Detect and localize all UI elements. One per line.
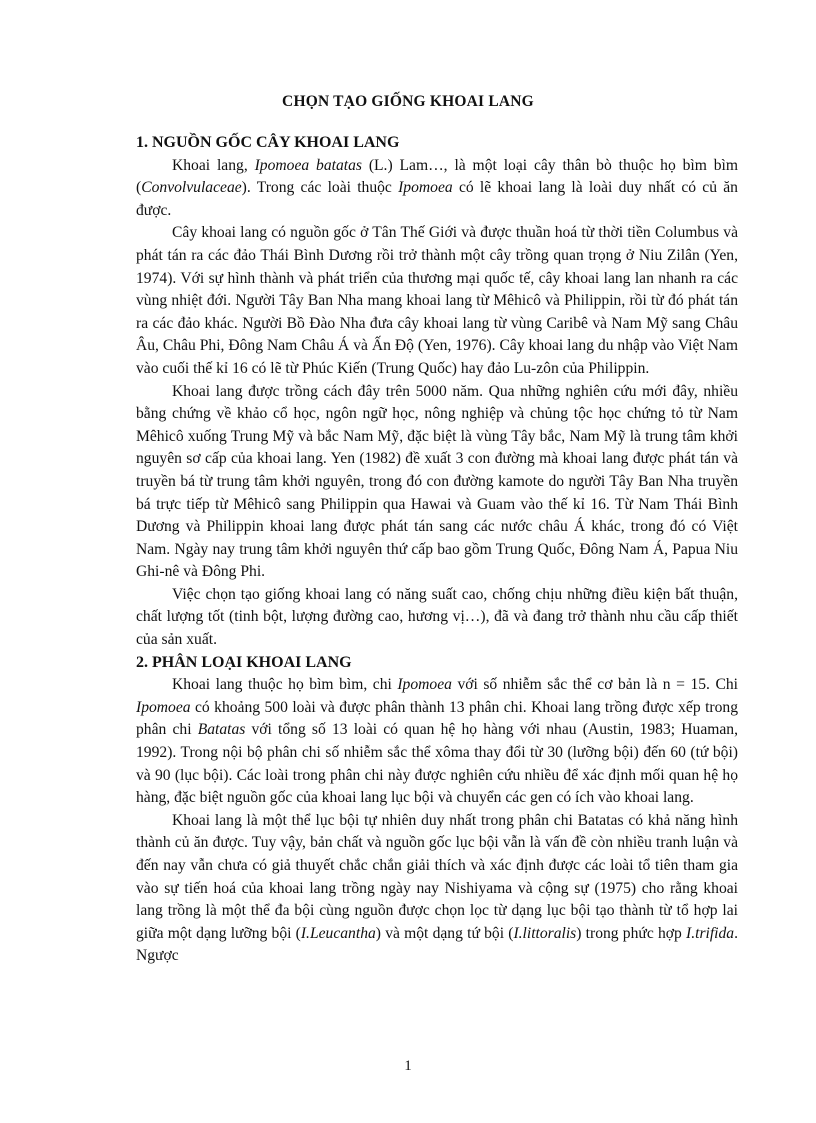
page-number: 1 [404,1058,412,1074]
text-run: ). Trong các loài thuộc [241,179,399,197]
text-run: Khoai lang được trồng cách đây trên 5000 năm. Qua những nghiên cứu mới đây, nhiều bằng chứng về khảo cổ học, ngôn ngữ học, nông nghiệp và chủng tộc học chứng tỏ từ Nam Mêhicô xuống Trung Mỹ và bắc Nam Mỹ, đặc biệt là vùng Tây bắc, Nam Mỹ là trung tâm khởi nguyên sơ cấp của khoai lang. Yen (1982) đề xuất 3 con đường mà khoai lang được phát tán và truyền bá từ trung tâm khởi nguyên, trong đó con đường kamote do người Tây Ban Nha truyền bá trực tiếp từ Mêhicô sang Philippin qua Hawai và Guam vào thế kỉ 16. Từ Nam Thái Bình Dương và Philippin khoai lang được phát tán sang các nước châu Á khác, trong đó có Việt Nam. Ngày nay trung tâm khởi nguyên thứ cấp bao gồm Trung Quốc, Đông Nam Á, Papua Niu Ghi-nê và Đông Phi. [136,382,738,581]
italic-term: Ipomoea [136,698,191,716]
text-run: với tổng số 13 loài có quan hệ họ hàng với nhau (Austin, 1983; Huaman, 1992). Trong nội bộ phân chi số nhiễm sắc thể xôma thay đổi từ 30 (lưỡng bội) đến 60 (tứ bội) và 90 (lục bội). Các loài trong phân chi này được nghiên cứu nhiều để xác định mối quan hệ họ hàng, đặc biệt nguồn gốc của khoai lang lục bội và chuyển các gen có ích vào khoai lang. [136,721,738,807]
italic-term: Batatas [197,721,246,739]
text-run: ) và một dạng tứ bội ( [375,924,514,942]
text-run: có lẽ khoai lang là loài duy nhất có củ ăn được. [136,179,738,219]
italic-term: I.Leucantha [300,924,376,942]
section-heading: 2. PHÂN LOẠI KHOAI LANG [136,653,352,671]
document-body [136,132,738,968]
text-run: (L.) Lam…, là một loại cây thân bò thuộc họ bìm bìm ( [136,156,738,197]
text-run: Khoai lang là một thể lục bội tự nhiên duy nhất trong phân chi Batatas có khả năng hình thành củ ăn được. Tuy vậy, bản chất và nguồn gốc lục bội vẫn là vấn đề còn nhiều tranh luận và đến nay vẫn chưa có giả thuyết chắc chắn giải thích và xác định được các loài tổ tiên tham gia vào sự tiến hoá của khoai lang trồng ngày nay Nishiyama và cộng sự (1975) cho rằng khoai lang trồng là một thể đa bội cùng nguồn được chọn lọc từ dạng lục bội tạo thành từ tổ hợp lai giữa một dạng lưỡng bội ( [136,811,738,942]
italic-term: I.trifida [686,924,735,942]
italic-term: Ipomoea [398,179,453,197]
body-paragraph [136,810,738,968]
page-title: CHỌN TẠO GIỐNG KHOAI LANG [282,93,534,110]
italic-term: Ipomoea batatas [254,156,362,174]
body-paragraph [136,584,738,652]
body-paragraph [136,155,738,223]
text-run: . Ngược [136,924,739,965]
text-run: có khoảng 500 loài và được phân thành 13 phân chi. Khoai lang trồng được xếp trong phân chi [136,698,738,739]
text-run: Khoai lang thuộc họ bìm bìm, chi [172,676,398,694]
text-run: Việc chọn tạo giống khoai lang có năng suất cao, chống chịu những điều kiện bất thuận, chất lượng tốt (tinh bột, lượng đường cao, hương vị…), đã và đang trở thành nhu cầu cấp thiết của sản xuất. [136,585,738,649]
italic-term: Ipomoea [397,676,452,694]
italic-term: Convolvulaceae [141,179,242,197]
italic-term: I.littoralis [513,924,577,942]
text-run: với số nhiễm sắc thể cơ bản là n = 15. Chi [451,676,738,694]
section-heading: 1. NGUỒN GỐC CÂY KHOAI LANG [136,134,400,151]
text-run: Khoai lang, [172,156,255,174]
text-run: Cây khoai lang có nguồn gốc ở Tân Thế Giới và được thuần hoá từ thời tiền Columbus và phát tán ra các đảo Thái Bình Dương rồi trở thành một cây trồng quan trọng ở Niu Zilân (Yen, 1974). Với sự hình thành và phát triển của thương mại quốc tế, cây khoai lang lan nhanh ra các vùng nhiệt đới. Người Tây Ban Nha mang khoai lang từ Mêhicô và Philippin, rồi từ đó phát tán ra các đảo khác. Người Bồ Đào Nha đưa cây khoai lang từ vùng Caribê và Nam Mỹ sang Châu Âu, Châu Phi, Đông Nam Châu Á và Ấn Độ (Yen, 1976). Cây khoai lang du nhập vào Việt Nam vào cuối thế kỉ 16 có lẽ từ Phúc Kiến (Trung Quốc) hay đảo Lu-zôn của Philippin. [136,224,738,377]
body-paragraph [136,381,738,584]
body-paragraph [136,674,738,810]
body-paragraph [136,222,738,380]
text-run: ) trong phức hợp [576,924,687,942]
